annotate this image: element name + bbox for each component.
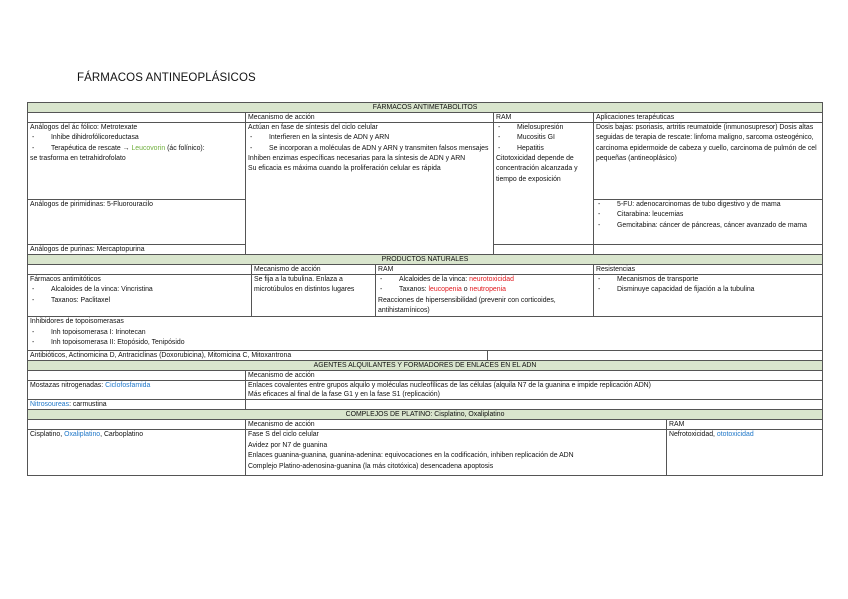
antimetabolitos-mecanismo-cell: Actúan en fase de síntesis del ciclo celular - Interfieren en la síntesis de ADN y ARN - Se incorporan a moléculas de ADN y ARN y transmiten falsos mensajes Inhiben enzimas específicas necesarias para la síntesis de ADN y ARN Su eficacia es máxima cuando la proliferación celular es rápida	[246, 123, 494, 255]
ram-bullet: - Alcaloides de la vinca: neurotoxicidad	[378, 275, 591, 285]
ram-bullet: - Hepatitis	[496, 144, 591, 154]
antimetabolitos-ram-cell: - Mielosupresión - Mucositis GI - Hepatitis Citotoxicidad depende de concentración alcanzada y tiempo de exposición	[494, 123, 594, 245]
antimitoticos-bullet: - Alcaloides de la vinca: Vincristina	[30, 285, 249, 295]
col-mecanismo: Mecanismo de acción	[252, 265, 376, 275]
topoisomerasas-bullet: - Inh topoisomerasa I: Irinotecan	[30, 328, 820, 338]
ram-bullet: - Taxanos: leucopenia o neutropenia	[378, 285, 591, 295]
antineoplastic-table	[27, 102, 823, 476]
folico-continuation: se trasforma en tetrahidrofolato	[30, 155, 126, 163]
topoisomerasas-cell: Inhibidores de topoisomerasas - Inh topoisomerasa I: Irinotecan - Inh topoisomerasa II: Etopósido, Tenipósido	[28, 317, 823, 351]
ototoxicidad-text: ototoxicidad	[716, 431, 754, 439]
antimitoticos-cell: Fármacos antimitóticos - Alcaloides de la vinca: Vincristina - Taxanos: Paclitaxel	[28, 275, 252, 317]
topoisomerasas-bullet: - Inh topoisomerasa II: Etopósido, Tenipósido	[30, 338, 820, 348]
ciclofosfamida-drug: Ciclofosfamida	[105, 382, 151, 390]
ram-bullet: - Mielosupresión	[496, 123, 591, 133]
col-mecanismo: Mecanismo de acción	[246, 371, 823, 381]
purinas-cell: Análogos de purinas: Mercaptopurina	[28, 245, 246, 255]
document-title: FÁRMACOS ANTINEOPLÁSICOS	[77, 72, 256, 84]
section-header-antimetabolitos: FÁRMACOS ANTIMETABOLITOS	[28, 103, 823, 113]
nitrosoureas-cell: Nitrosoureas: carmustina	[28, 400, 246, 410]
neurotoxicidad-text: neurotoxicidad	[469, 276, 514, 283]
section-header-alquilantes: AGENTES ALQUILANTES Y FORMADORES DE ENLACES EN EL ADN	[28, 361, 823, 371]
ram-bullet: - Mucositis GI	[496, 133, 591, 143]
oxaliplatino-drug: Oxaliplatino	[64, 431, 101, 439]
mecanismo-bullet: - Se incorporan a moléculas de ADN y ARN y transmiten falsos mensajes	[248, 144, 491, 154]
pirimidinas-aplicaciones-cell	[594, 200, 823, 245]
leucopenia-text: leucopenia	[428, 286, 462, 294]
col-ram: RAM	[667, 420, 823, 430]
section-header-naturales: PRODUCTOS NATURALES	[28, 255, 823, 265]
platino-mecanismo-cell: Fase S del ciclo celular Avidez por N7 de guanina Enlaces guanina-guanina, guanina-adenina: equivocaciones en la codificación, inhiben replicación de ADN Complejo Platino-adenosina-guanina (la más citotóxica) desencadena apoptosis	[246, 430, 667, 476]
folico-title: Análogos del ác fólico: Metrotexate	[30, 124, 138, 131]
resistencias-cell	[594, 275, 823, 317]
pirimidinas-bullet: - 5-FU: adenocarcinomas de tubo digestivo y de mama	[596, 200, 820, 210]
mostazas-cell: Mostazas nitrogenadas: Ciclofosfamida	[28, 381, 246, 400]
col-resistencias: Resistencias	[594, 265, 823, 275]
col-mecanismo: Mecanismo de acción	[246, 420, 667, 430]
pirimidinas-bullet: - Citarabina: leucemias	[596, 210, 820, 220]
neutropenia-text: neutropenia	[469, 286, 506, 294]
col-mecanismo: Mecanismo de acción	[246, 113, 494, 123]
pirimidinas-cell: Análogos de pirimidinas: 5-Fluorouracilo	[28, 200, 246, 245]
col-aplicaciones: Aplicaciones terapéuticas	[594, 113, 823, 123]
section-header-platino: COMPLEJOS DE PLATINO: Cisplatino, Oxaliplatino	[28, 410, 823, 420]
antimetabolitos-aplicaciones-cell: Dosis bajas: psoriasis, artritis reumatoide (inmunosupresor) Dosis altas seguidas de terapia de rescate: linfoma maligno, sarcoma osteogénico, carcinoma epidermoide de cabeza y cuello, carcinoma de pulmón de cel pequeñas (antineoplásico)	[594, 123, 823, 200]
resistencias-bullet: - Disminuye capacidad de fijación a la tubulina	[596, 285, 820, 295]
folico-bullet: - Inhibe dihidrofólicoreductasa	[30, 133, 243, 143]
platino-ram-cell: Nefrotoxicidad, ototoxicidad	[667, 430, 823, 476]
col-ram: RAM	[376, 265, 594, 275]
mecanismo-bullet: - Interfieren en la síntesis de ADN y ARN	[248, 133, 491, 143]
antibioticos-cell: Antibióticos, Actinomicina D, Antraciclinas (Doxorubicina), Mitomicina C, Mitoxantrona	[28, 351, 488, 361]
alquilantes-mecanismo-cell: Enlaces covalentes entre grupos alquilo y moléculas nucleofílicas de las células (alquila N7 de la guanina e impide replicación ADN) Más eficaces al final de la fase G1 y en la fase S1 (replicación)	[246, 381, 823, 400]
resistencias-bullet: - Mecanismos de transporte	[596, 275, 820, 285]
naturales-mecanismo-cell: Se fija a la tubulina. Enlaza a microtúbulos en distintos lugares	[252, 275, 376, 317]
antimitoticos-bullet: - Taxanos: Paclitaxel	[30, 296, 249, 306]
naturales-ram-cell: - Alcaloides de la vinca: neurotoxicidad - Taxanos: leucopenia o neutropenia Reacciones de hipersensibilidad (prevenir con corticoides, antihistamínicos)	[376, 275, 594, 317]
folico-bullet: - Terapéutica de rescate → Leucovorin (ác folínico):	[30, 144, 243, 154]
pirimidinas-bullet: - Gemcitabina: cáncer de páncreas, cáncer avanzado de mama	[596, 221, 820, 231]
platino-drugs-cell: Cisplatino, Oxaliplatino, Carboplatino	[28, 430, 246, 476]
folico-cell	[28, 123, 246, 200]
col-ram: RAM	[494, 113, 594, 123]
nitrosoureas-drug: Nitrosoureas	[30, 401, 70, 409]
leucovorin-drug: Leucovorin	[131, 144, 166, 152]
